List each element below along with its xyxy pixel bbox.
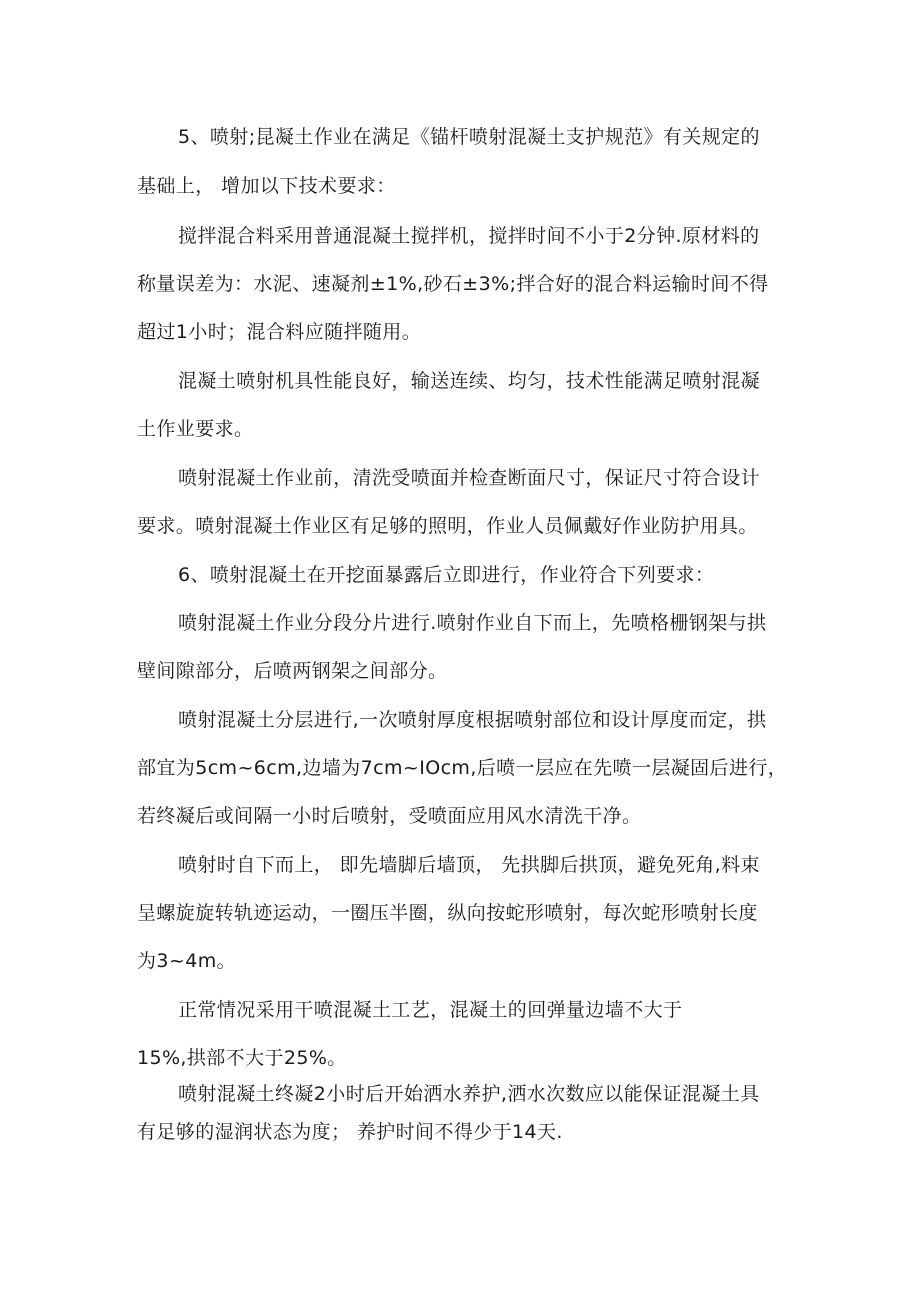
paragraph-line: 15%,拱部不大于25%。	[137, 1047, 347, 1069]
paragraph-line: 壁间隙部分，后喷两钢架之间部分。	[137, 660, 448, 682]
paragraph-line: 土作业要求。	[137, 418, 254, 440]
paragraph-line: 基础上， 增加以下技术要求：	[137, 175, 396, 197]
paragraph-line: 5、喷射;昆凝土作业在满足《锚杆喷射混凝土支护规范》有关规定的	[178, 126, 760, 148]
paragraph-line: 搅拌混合料采用普通混凝土搅拌机，搅拌时间不小于2分钟.原材料的	[178, 225, 760, 247]
paragraph-line: 正常情况采用干喷混凝土工艺，混凝土的回弹量边墙不大于	[178, 999, 683, 1021]
paragraph-line: 喷射混凝土作业前，清洗受喷面并检查断面尺寸，保证尺寸符合设计	[178, 467, 761, 489]
paragraph-line: 称量误差为：水泥、速凝剂±1%,砂石±3%;拌合好的混合料运输时间不得	[137, 273, 769, 295]
paragraph-line: 6、喷射混凝土在开挖面暴露后立即进行，作业符合下列要求：	[178, 564, 715, 586]
paragraph-line: 超过1小时；混合料应随拌随用。	[137, 321, 422, 343]
paragraph-line: 部宜为5cm~6cm,边墙为7cm~IOcm,后喷一层应在先喷一层凝固后进行，	[137, 757, 788, 779]
paragraph-line: 喷射混凝土终凝2小时后开始洒水养护,洒水次数应以能保证混凝土具	[178, 1083, 760, 1105]
paragraph-line: 呈螺旋旋转轨迹运动，一圈压半圈，纵向按蛇形喷射，每次蛇形喷射长度	[137, 902, 758, 924]
paragraph-line: 混凝土喷射机具性能良好，输送连续、均匀，技术性能满足喷射混凝	[178, 370, 761, 392]
paragraph-line: 喷射混凝土作业分段分片进行.喷射作业自下而上，先喷格栅钢架与拱	[178, 612, 767, 634]
paragraph-line: 喷射时自下而上， 即先墙脚后墙顶， 先拱脚后拱顶，避免死角,料束	[178, 854, 760, 876]
paragraph-line: 若终凝后或间隔一小时后喷射，受喷面应用风水清洗干净。	[137, 805, 642, 827]
paragraph-line: 喷射混凝土分层进行,一次喷射厚度根据喷射部位和设计厚度而定，拱	[178, 709, 767, 731]
paragraph-line: 有足够的湿润状态为度； 养护时间不得少于14天.	[137, 1121, 563, 1143]
paragraph-line: 要求。喷射混凝土作业区有足够的照明，作业人员佩戴好作业防护用具。	[137, 515, 758, 537]
paragraph-line: 为3~4m。	[137, 950, 237, 972]
